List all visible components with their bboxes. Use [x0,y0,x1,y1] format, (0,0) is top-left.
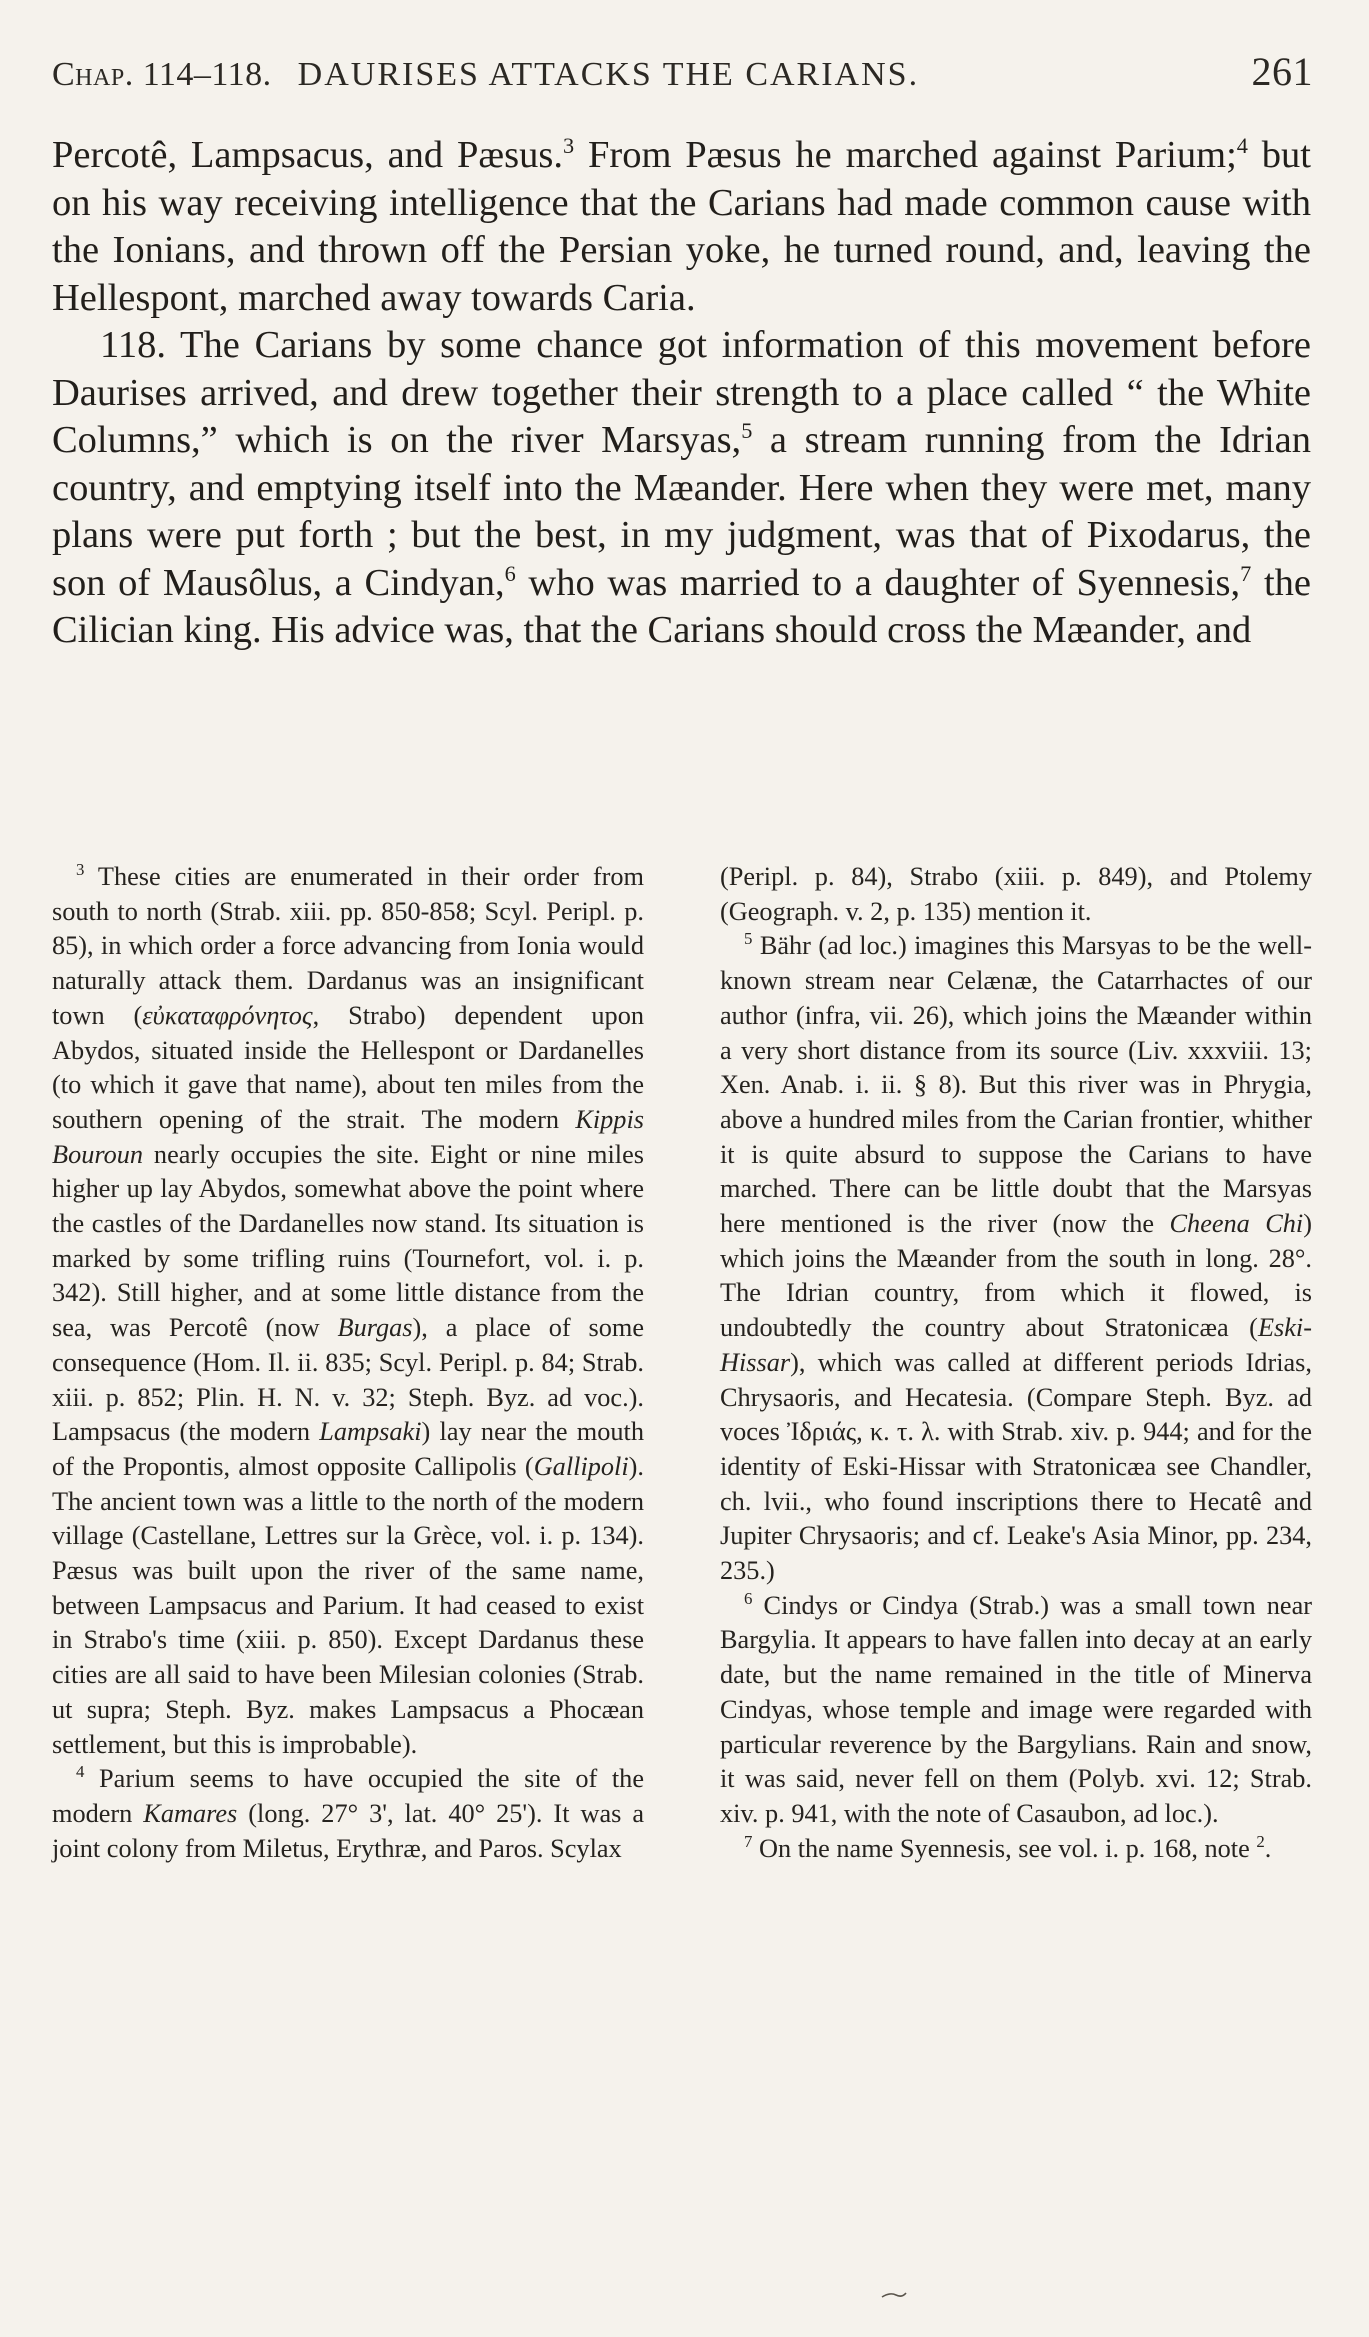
footnote-marker: 5 [744,929,753,949]
signature-mark-icon [880,2290,908,2300]
footnote-6: $^6$ Cindys or Cindya (Strab.) was a small town near Bargylia. It appears to have fallen into decay at an early date, but the name remained in the title of Minerva Cindyas, whose temple and image were regarded with particular reverence by the Bargylians. Rain and snow, it was said, never fell on them (Polyb. xvi. 12; Strab. xiv. p. 941, with the note of Casaubon, ad loc.). [720,1589,1312,1828]
main-paragraph-continuation: Percotê, Lampsacus, and Pæsus.$^3$ From Pæsus he marched against Parium;$^4$ but on his way receiving intelligence that the Carians had made common cause with the Ionians, and thrown off the Persian yoke, he turned round, and, leaving the Hellespont, marched away towards Caria. [52,133,1311,319]
footnote-4: $^4$ Parium seems to have occupied the site of the modern Kamares (long. 27° 3', lat. 40° 25'). It was a joint colony from Miletus, Erythræ, and Paros. Scylax [52,1762,644,1863]
italic-place-name: Cheena Chi [1169,1209,1304,1239]
footnote-marker: 6 [744,1589,753,1608]
running-head [52,48,1313,104]
greek-term: εὐκαταφρόνητος [142,1000,313,1030]
italic-place-name: Kamares [143,1798,238,1828]
footnote-ref-5[interactable]: 5 [741,418,753,444]
italic-place-name: Burgas [337,1313,413,1343]
italic-place-name: Kippis Bouroun [52,1104,644,1169]
footnote-column-left [52,860,644,1866]
note-reference: 2 [1256,1831,1265,1851]
chapter-reference: Chap. 114–118. [52,56,272,93]
greek-term: Ἰδριάς, κ. τ. λ. [787,1417,941,1447]
footnote-4-continued: (Peripl. p. 84), Strabo (xiii. p. 849), and Ptolemy (Geograph. v. 2, p. 135) mention it. [720,862,1312,926]
italic-place-name: Lampsaki [319,1417,422,1447]
footnote-ref-3[interactable]: 3 [562,133,575,159]
footnote-marker: 3 [76,860,85,880]
footnote-3: $^3$ These cities are enumerated in their order from south to north (Strab. xiii. pp. 850-858; Scyl. Peripl. p. 85), in which order a force advancing from Ionia would naturally attack them. Dardanus was an insignificant town (εὐκαταφρόνητος, Strabo) dependent upon Abydos, situated inside the Hellespont or Dardanelles (to which it gave that name), about ten miles from the southern opening of the strait. The modern Kippis Bouroun nearly occupies the site. Eight or nine miles higher up lay Abydos, somewhat above the point where the castles of the Dardanelles now stand. Its situation is marked by some trifling ruins (Tournefort, vol. i. p. 342). Still higher, and at some little distance from the sea, was Percotê (now Burgas), a place of some consequence (Hom. Il. ii. 835; Scyl. Peripl. p. 84; Strab. xiii. p. 852; Plin. H. N. v. 32; Steph. Byz. ad voc.). Lampsacus (the modern Lampsaki) lay near the mouth of the Propontis, almost opposite Callipolis (Gallipoli). The ancient town was a little to the north of the modern village (Castellane, Lettres sur la Grèce, vol. i. p. 134). Pæsus was built upon the river of the same name, between Lampsacus and Parium. It had ceased to exist in Strabo's time (xiii. p. 850). Except Dardanus these cities are all said to have been Milesian colonies (Strab. ut supra; Steph. Byz. makes Lampsacus a Phocæan settlement, but this is improbable). [52,860,645,1759]
footnote-5: $^5$ Bähr (ad loc.) imagines this Marsyas to be the well-known stream near Celænæ, the Catarrhactes of our author (infra, vii. 26), which joins the Mæander within a very short distance from its source (Liv. xxxviii. 13; Xen. Anab. i. ii. § 8). But this river was in Phrygia, above a hundred miles from the Carian frontier, whither it is quite absurd to suppose the Carians to have marched. There can be little doubt that the Marsyas here mentioned is the river (now the Cheena Chi) which joins the Mæander from the south in long. 28°. The Idrian country, from which it flowed, is undoubtedly the country about Stratonicæa (Eski-Hissar), which was called at different periods Idrias, Chrysaoris, and Hecatesia. (Compare Steph. Byz. ad voces Ἰδριάς, κ. τ. λ. with Strab. xiv. p. 944; and for the identity of Eski-Hissar with Stratonicæa see Chandler, ch. lvii., who found inscriptions there to Hecatê and Jupiter Chrysaoris; and cf. Leake's Asia Minor, pp. 234, 235.) [720,929,1312,1586]
footnote-ref-4[interactable]: 4 [1236,133,1248,159]
footnote-marker: 7 [744,1831,753,1851]
footnotes [52,860,1312,1866]
page-title: DAURISES ATTACKS THE CARIANS. [297,56,920,93]
italic-place-name: Eski-Hissar [720,1313,1312,1377]
footnote-column-right [720,860,1312,1866]
main-paragraph-118: 118. The Carians by some chance got information of this movement before Daurises arrived, and drew together their strength to a place called “ the White Columns,” which is on the river Marsyas,$^5$ a stream running from the Idrian country, and emptying itself into the Mæander. Here when they were met, many plans were put forth ; but the best, in my judgment, was that of Pixodarus, the son of Mausôlus, a Cindyan,$^6$ who was married to a daughter of Syennesis,$^7$ the Cilician king. His advice was, that the Carians should cross the Mæander, and [52,324,1311,651]
page-number: 261 [1251,49,1313,94]
footnote-ref-7[interactable]: 7 [1240,560,1252,586]
footnote-ref-6[interactable]: 6 [504,560,516,586]
footnote-marker: 4 [76,1762,85,1782]
footnote-7: $^7$ On the name Syennesis, see vol. i. p. 168, note $^2$. [744,1831,1272,1863]
italic-place-name: Gallipoli [533,1451,629,1481]
main-text [52,132,1311,655]
